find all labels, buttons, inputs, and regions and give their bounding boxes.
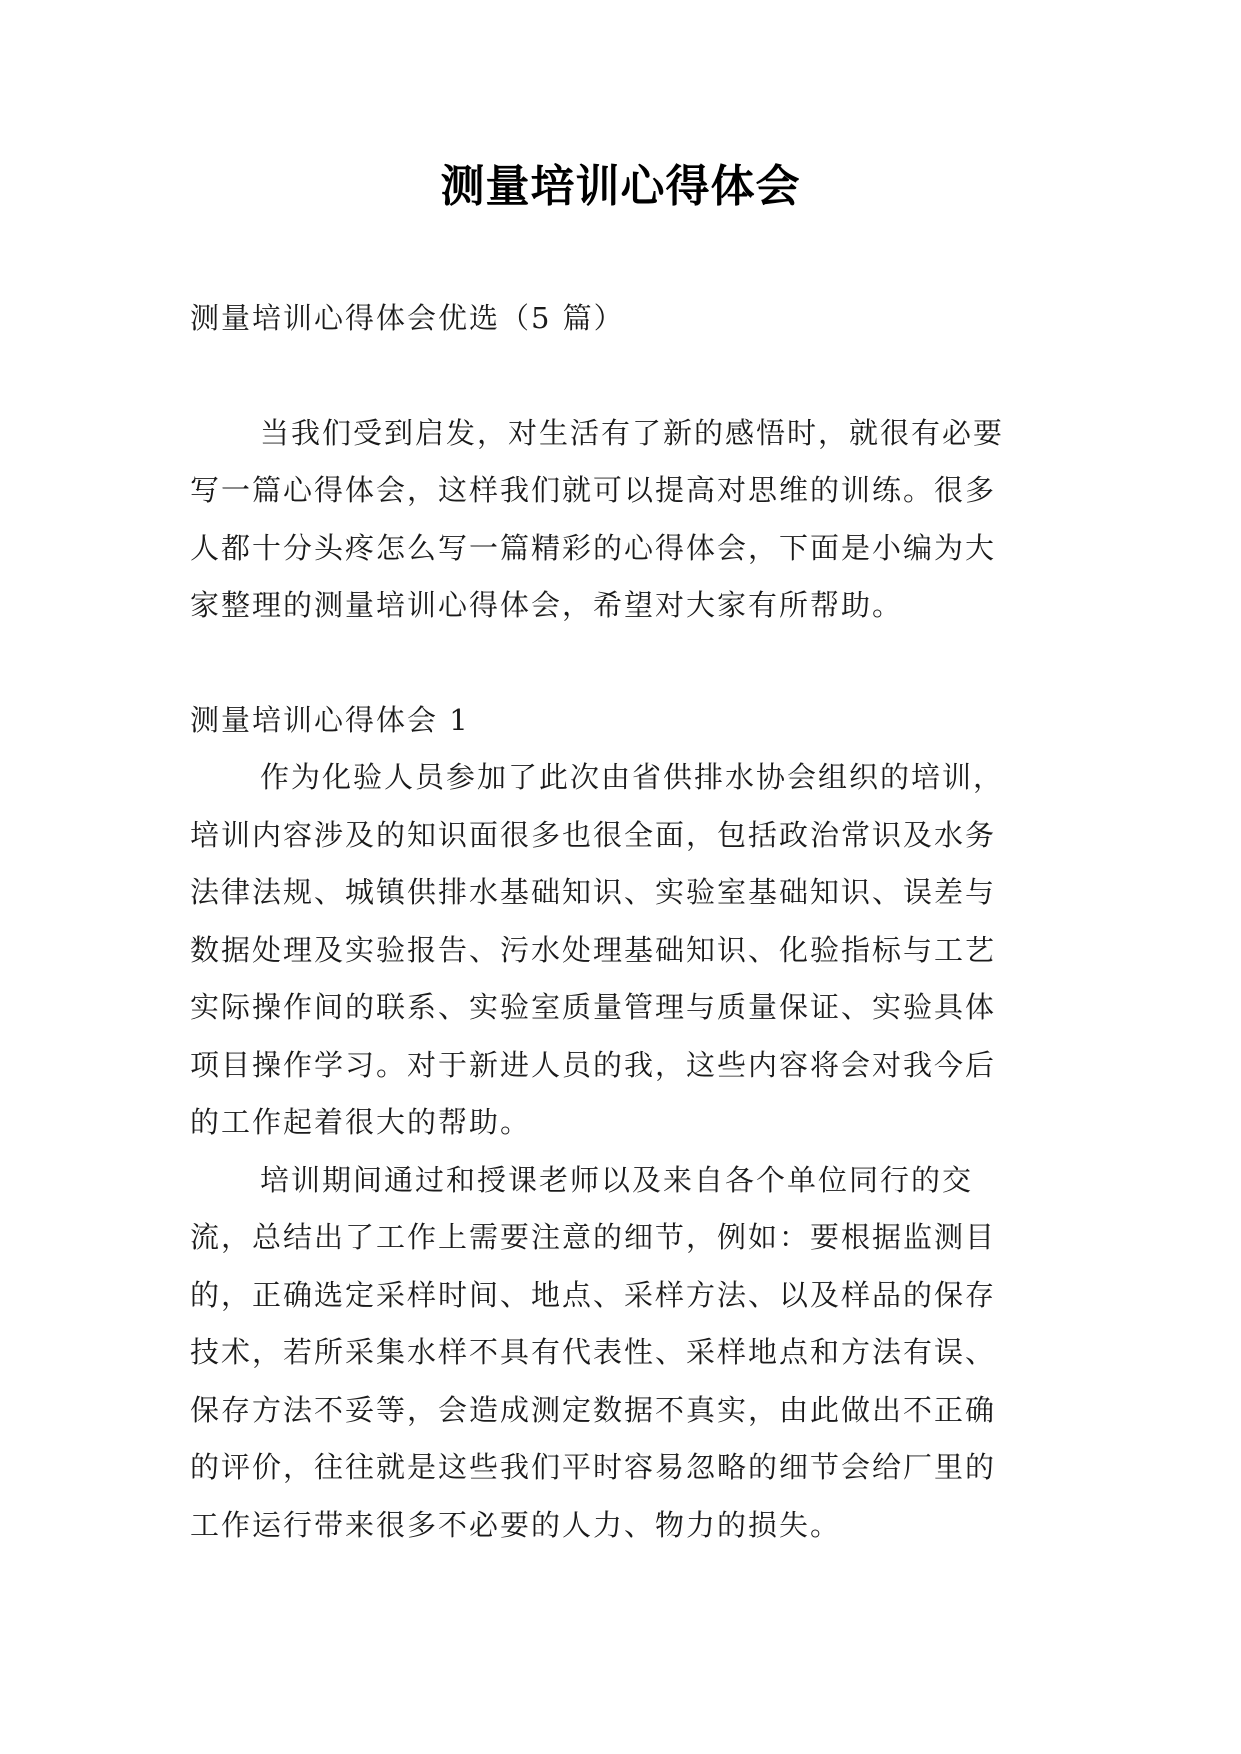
intro-line: 家整理的测量培训心得体会，希望对大家有所帮助。 bbox=[190, 588, 904, 622]
paragraph-line: 的，正确选定采样时间、地点、采样方法、以及样品的保存 bbox=[190, 1277, 997, 1312]
paragraph-line: 法律法规、城镇供排水基础知识、实验室基础知识、误差与 bbox=[190, 875, 997, 909]
document-title: 测量培训心得体会 bbox=[440, 161, 801, 212]
paragraph-line: 的工作起着很大的帮助。 bbox=[190, 1105, 532, 1139]
paragraph-line: 项目操作学习。对于新进人员的我，这些内容将会对我今后 bbox=[190, 1047, 997, 1082]
section1-paragraph-1 bbox=[190, 749, 1070, 1152]
intro-paragraph bbox=[190, 405, 1070, 635]
paragraph-line: 技术，若所采集水样不具有代表性、采样地点和方法有误、 bbox=[190, 1335, 997, 1369]
section-heading: 测量培训心得体会 1 bbox=[190, 702, 470, 737]
document-subtitle: 测量培训心得体会优选（5 篇） bbox=[190, 301, 625, 335]
paragraph-line: 工作运行带来很多不必要的人力、物力的损失。 bbox=[190, 1507, 842, 1542]
paragraph-line: 的评价，往往就是这些我们平时容易忽略的细节会给厂里的 bbox=[190, 1450, 997, 1484]
intro-line: 人都十分头疼怎么写一篇精彩的心得体会，下面是小编为大 bbox=[190, 530, 997, 565]
section1-paragraph-2 bbox=[190, 1152, 1070, 1555]
paragraph-line: 作为化验人员参加了此次由省供排水协会组织的培训， bbox=[260, 760, 1005, 794]
paragraph-line: 数据处理及实验报告、污水处理基础知识、化验指标与工艺 bbox=[190, 932, 997, 967]
document-body bbox=[190, 290, 1070, 1554]
paragraph-line: 培训期间通过和授课老师以及来自各个单位同行的交 bbox=[260, 1162, 974, 1197]
paragraph-line: 培训内容涉及的知识面很多也很全面，包括政治常识及水务 bbox=[190, 817, 997, 852]
intro-line: 当我们受到启发，对生活有了新的感悟时，就很有必要 bbox=[260, 415, 1005, 450]
paragraph-line: 实际操作间的联系、实验室质量管理与质量保证、实验具体 bbox=[190, 990, 997, 1024]
paragraph-line: 流，总结出了工作上需要注意的细节，例如：要根据监测目 bbox=[190, 1220, 997, 1254]
intro-line: 写一篇心得体会，这样我们就可以提高对思维的训练。很多 bbox=[190, 473, 997, 507]
paragraph-line: 保存方法不妥等，会造成测定数据不真实，由此做出不正确 bbox=[190, 1392, 997, 1427]
